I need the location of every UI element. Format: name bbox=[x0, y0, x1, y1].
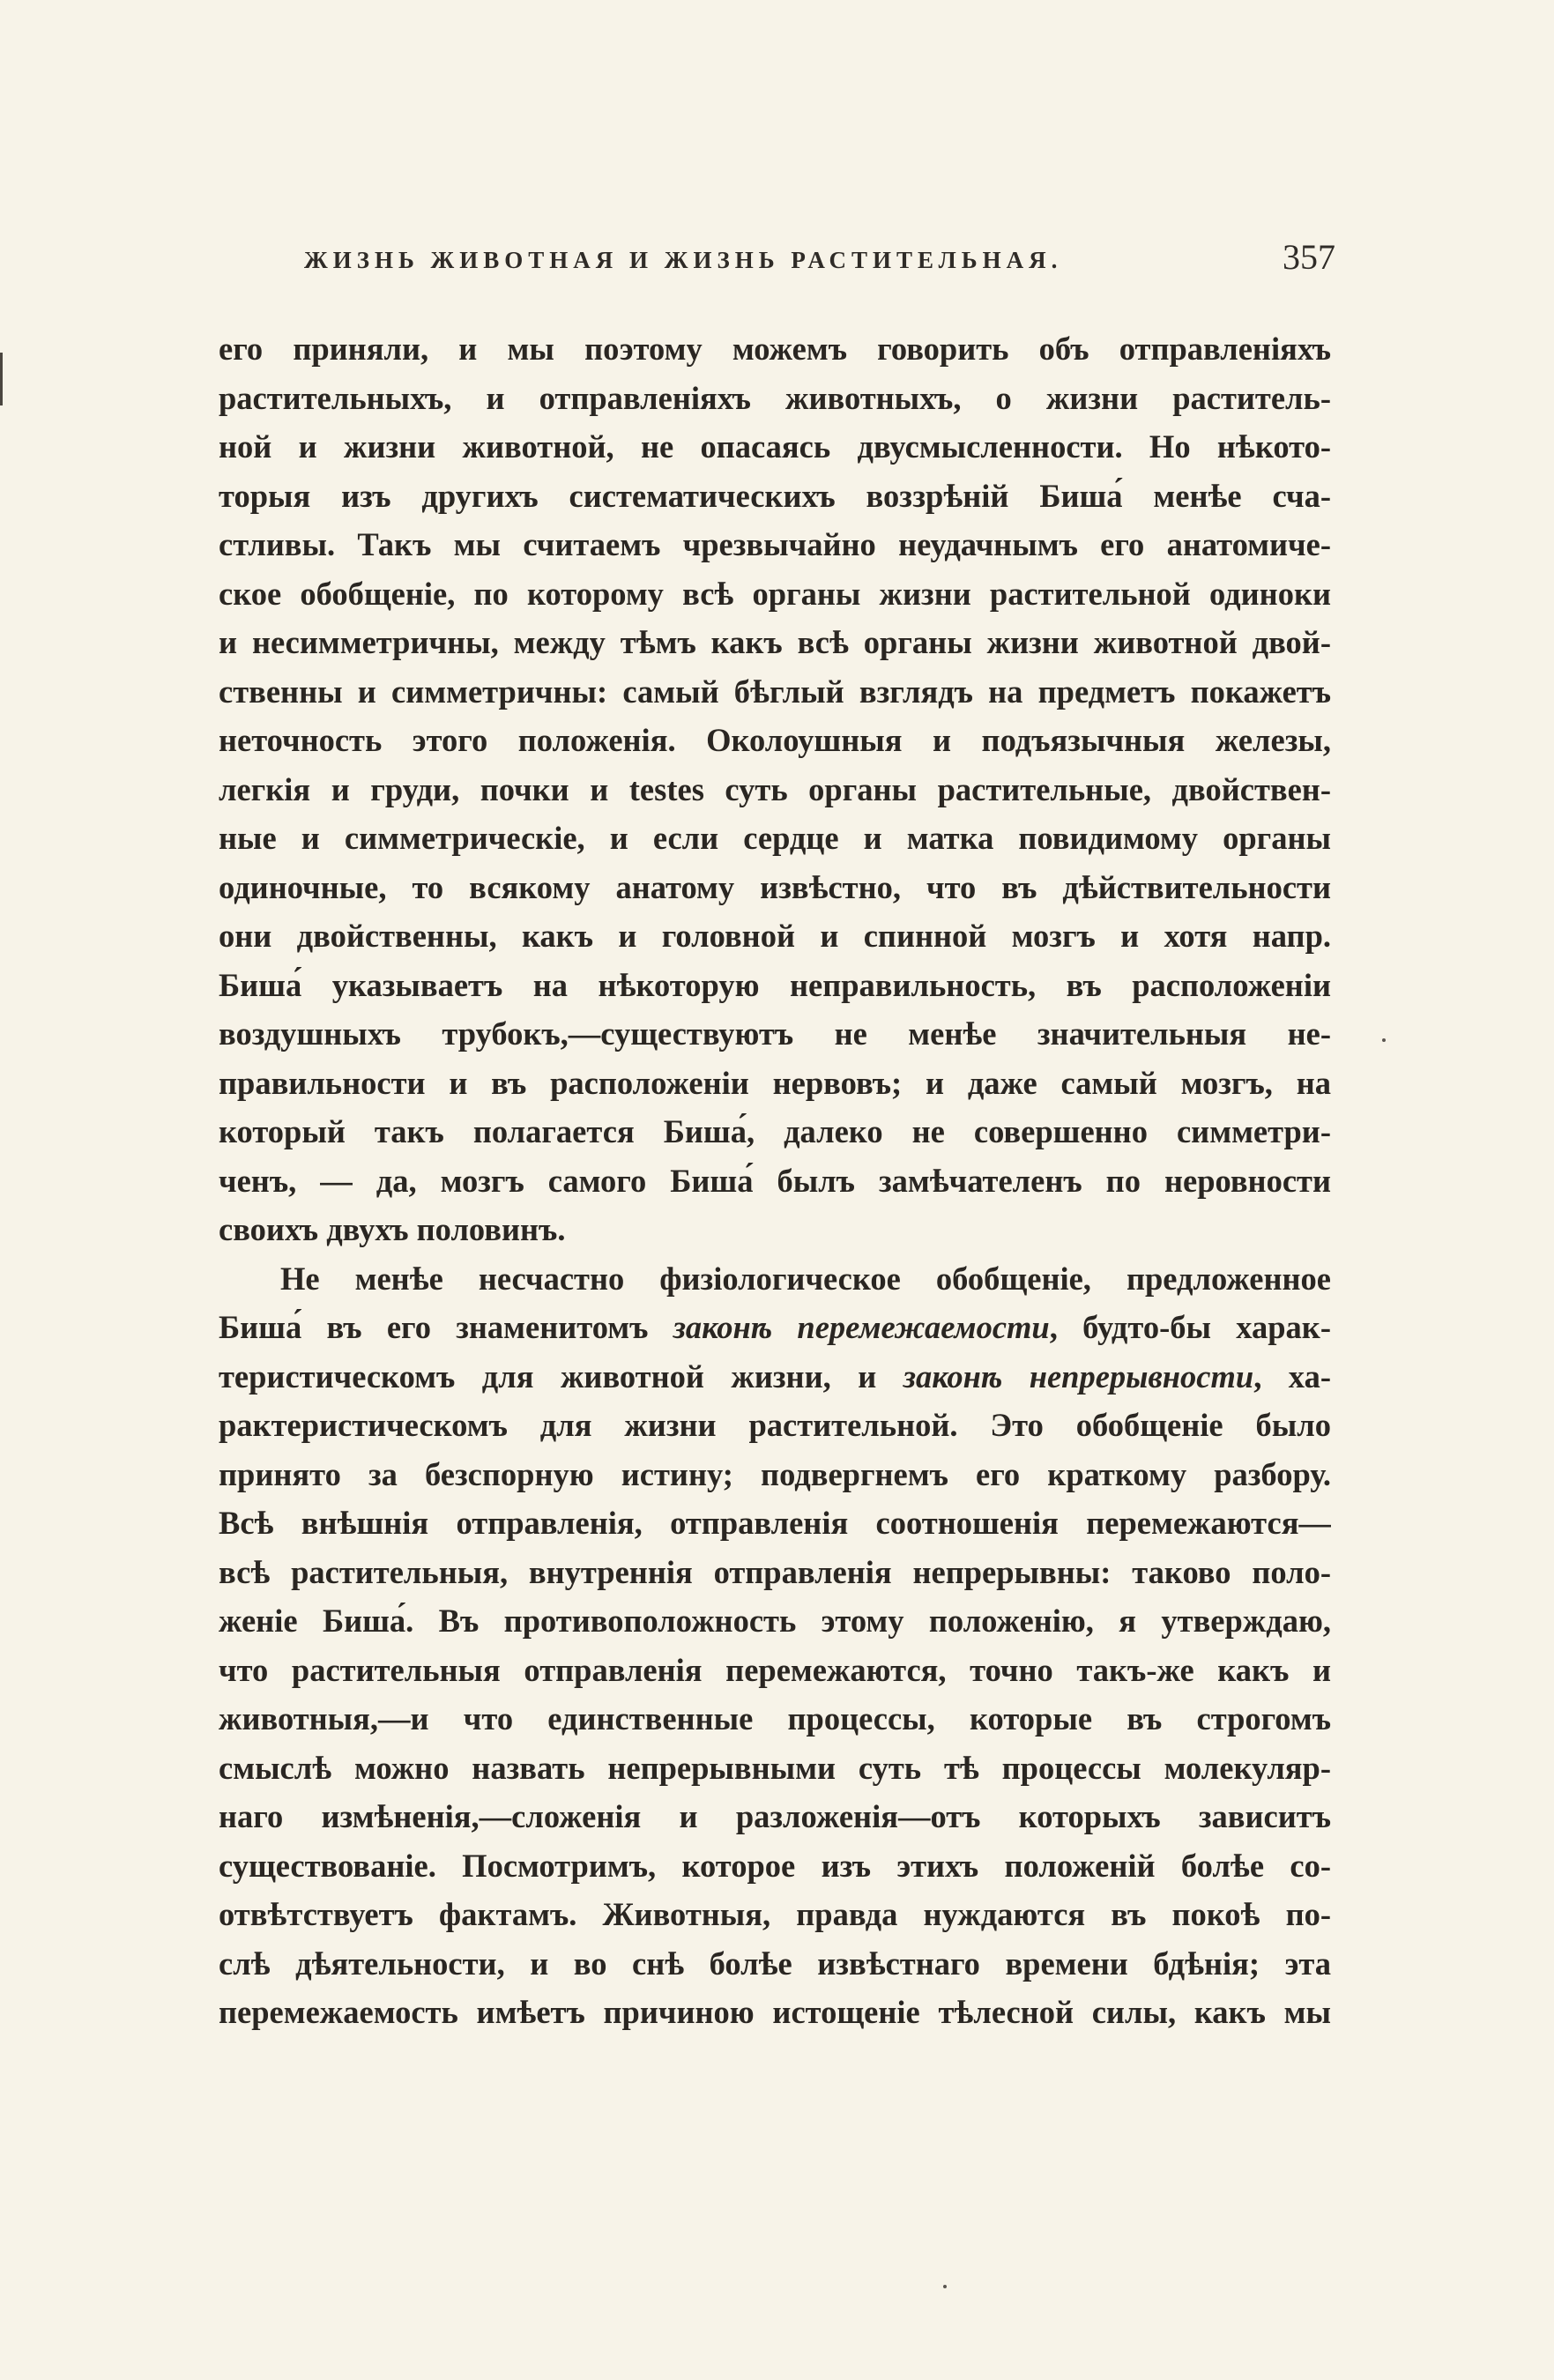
page-number: 357 bbox=[1283, 237, 1335, 277]
text-line: они двойственны, какъ и головной и спинной мозгъ и хотя напр. bbox=[219, 918, 1331, 954]
text-line: женіе Биша́. Въ противоположность этому положенію, я утверждаю, bbox=[219, 1603, 1331, 1639]
text-line: наго измѣненія,—сложенія и разложенія—отъ которыхъ зависитъ bbox=[219, 1798, 1331, 1834]
text-line: рактеристическомъ для жизни растительной. Это обобщеніе было bbox=[219, 1407, 1331, 1443]
text-line: его приняли, и мы поэтому можемъ говорить объ отправленіяхъ bbox=[219, 331, 1331, 367]
text-line: отвѣтствуетъ фактамъ. Животныя, правда нуждаются въ покоѣ по- bbox=[219, 1896, 1331, 1932]
text-line: принято за безспорную истину; подвергнемъ его краткому разбору. bbox=[219, 1455, 1331, 1492]
text-line: Всѣ внѣшнія отправленія, отправленія соотношенія перемежаются— bbox=[219, 1505, 1331, 1541]
emphasized-term: законѣ непрерывности bbox=[903, 1357, 1254, 1395]
text-line: что растительныя отправленія перемежаются, точно такъ-же какъ и bbox=[219, 1651, 1331, 1688]
text-line: слѣ дѣятельности, и во снѣ болѣе извѣстнаго времени бдѣнія; эта bbox=[219, 1945, 1331, 1982]
text-line: существованіе. Посмотримъ, которое изъ этихъ положеній болѣе со- bbox=[219, 1847, 1331, 1884]
text-line: ченъ, — да, мозгъ самого Биша́ былъ замѣчателенъ по неровности bbox=[219, 1162, 1331, 1199]
text-line: растительныхъ, и отправленіяхъ животныхъ, о жизни раститель- bbox=[219, 379, 1331, 416]
text-line: ственны и симметричны: самый бѣглый взглядъ на предметъ покажетъ bbox=[219, 673, 1331, 710]
running-title: ЖИЗНЬ ЖИВОТНАЯ И ЖИЗНЬ РАСТИТЕЛЬНАЯ. bbox=[304, 247, 1063, 273]
text-line bbox=[219, 1303, 1331, 1352]
paragraph-1 bbox=[219, 324, 1331, 1254]
text-line: ные и симметрическіе, и если сердце и матка повидимому органы bbox=[219, 820, 1331, 856]
text-line: правильности и въ расположеніи нервовъ; и даже самый мозгъ, на bbox=[219, 1064, 1331, 1101]
text-line: своихъ двухъ половинъ. bbox=[219, 1211, 566, 1247]
text-line: одиночные, то всякому анатому извѣстно, что въ дѣйствительности bbox=[219, 868, 1331, 905]
text-line: Биша́ указываетъ на нѣкоторую неправильность, въ расположеніи bbox=[219, 966, 1331, 1003]
text-line: перемежаемость имѣетъ причиною истощеніе тѣлесной силы, какъ мы bbox=[219, 1994, 1331, 2030]
page-edge-mark bbox=[0, 353, 3, 405]
text-line: ское обобщеніе, по которому всѣ органы жизни растительной одиноки bbox=[219, 575, 1331, 612]
text-line: Не менѣе несчастно физіологическое обобщеніе, предложенное bbox=[280, 1260, 1331, 1297]
text-line bbox=[219, 1352, 1331, 1402]
page-header bbox=[304, 236, 1335, 280]
paper-speck bbox=[1382, 1038, 1386, 1042]
text-segment: , будто-бы харак- bbox=[1049, 1309, 1331, 1345]
text-line: животныя,—и что единственные процессы, которые въ строгомъ bbox=[219, 1700, 1331, 1737]
text-line: который такъ полагается Биша́, далеко не совершенно симметри- bbox=[219, 1113, 1331, 1149]
paragraph-2 bbox=[219, 1254, 1331, 2037]
text-segment: теристическомъ для животной жизни, и bbox=[219, 1357, 903, 1395]
text-line: и несимметричны, между тѣмъ какъ всѣ органы жизни животной двой- bbox=[219, 624, 1331, 660]
text-line: торыя изъ другихъ систематическихъ воззрѣній Биша́ менѣе сча- bbox=[219, 477, 1331, 514]
text-segment: , ха- bbox=[1253, 1357, 1331, 1395]
text-line: легкія и груди, почки и testes суть органы растительные, двойствен- bbox=[219, 770, 1331, 807]
text-segment: Биша́ въ его знаменитомъ bbox=[219, 1309, 673, 1345]
text-line: всѣ растительныя, внутреннія отправленія непрерывны: таково поло- bbox=[219, 1553, 1331, 1590]
text-line: стливы. Такъ мы считаемъ чрезвычайно неудачнымъ его анатомиче- bbox=[219, 526, 1331, 562]
paper-speck bbox=[943, 2285, 947, 2288]
text-line: неточность этого положенія. Околоушныя и подъязычныя железы, bbox=[219, 722, 1331, 758]
text-line: ной и жизни животной, не опасаясь двусмысленности. Но нѣкото- bbox=[219, 428, 1331, 465]
emphasized-term: законѣ перемежаемости bbox=[673, 1309, 1050, 1345]
text-line: воздушныхъ трубокъ,—существуютъ не менѣе значительныя не- bbox=[219, 1015, 1331, 1052]
body-text bbox=[219, 324, 1331, 2037]
text-line: смыслѣ можно назвать непрерывными суть тѣ процессы молекуляр- bbox=[219, 1749, 1331, 1786]
